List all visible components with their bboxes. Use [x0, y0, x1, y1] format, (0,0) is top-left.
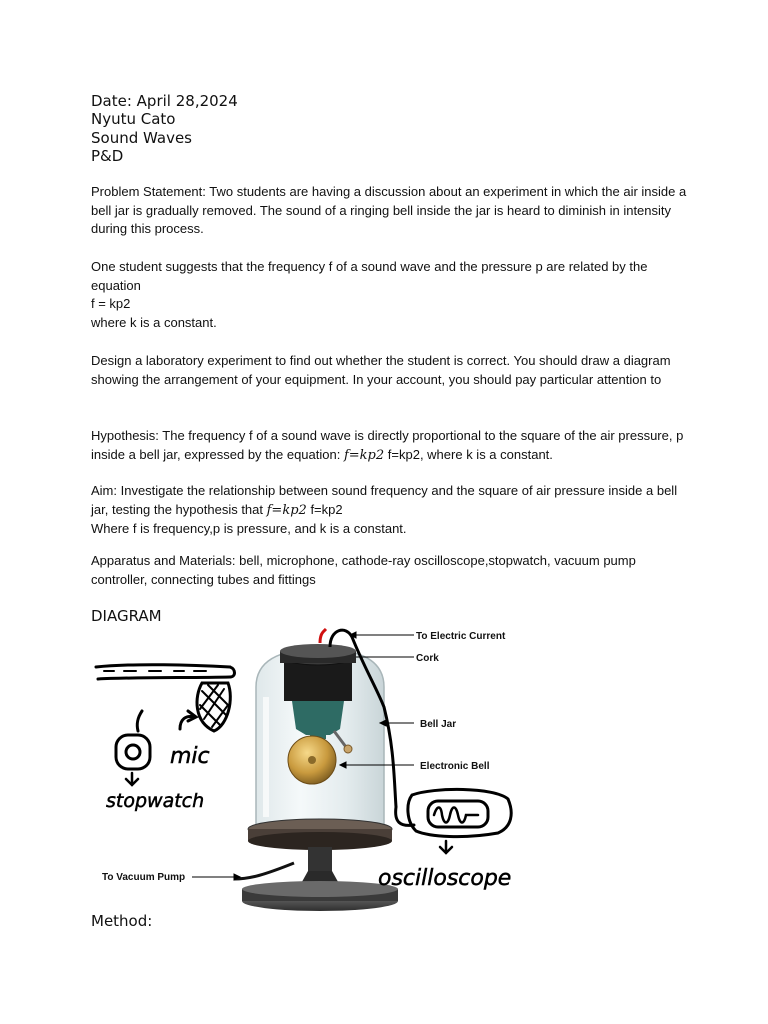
label-bell-jar: Bell Jar [420, 719, 457, 730]
aim-math: 𝑓=𝑘𝑝2 [266, 502, 307, 518]
aim-tail: f=kp2 [310, 501, 343, 517]
type-line: P&D [91, 146, 124, 165]
apparatus: Apparatus and Materials: bell, microphone, cathode-ray oscilloscope,stopwatch, vacuum pump controller, connecting tubes and fittings [91, 553, 636, 587]
aim-text: Aim: Investigate the relationship between sound frequency and the square of air pressure inside a bell jar, testing the hypothesis that [91, 483, 678, 517]
aim [91, 482, 691, 539]
hypothesis [91, 427, 691, 465]
clamp-stand-sketch [96, 665, 235, 731]
bell-jar-illustration [256, 629, 384, 827]
vacuum-plate [242, 819, 398, 911]
hypothesis-text: Hypothesis: The frequency f of a sound wave is directly proportional to the square of the air pressure, p inside a bell jar, expressed by the equation: [91, 428, 684, 462]
method-heading: Method: [91, 912, 153, 930]
label-electric-current: To Electric Current [416, 631, 506, 642]
oscilloscope-sketch [396, 789, 512, 853]
diagram-heading: DIAGRAM [91, 607, 162, 625]
stopwatch-hand-label: stopwatch [106, 790, 205, 812]
label-electronic-bell: Electronic Bell [420, 761, 490, 772]
constant-line: where k is a constant. [91, 315, 217, 331]
design-instructions: Design a laboratory experiment to find out whether the student is correct. You should draw a diagram showing the arrangement of your equipment. In your account, you should pay particular attention to [91, 353, 671, 387]
problem-statement: Problem Statement: Two students are having a discussion about an experiment in which the air inside a bell jar is gradually removed. The sound of a ringing bell inside the jar is heard to diminish in intensity during this process. [91, 184, 687, 237]
suggestion-line: One student suggests that the frequency f of a sound wave and the pressure p are related by the equation [91, 259, 648, 293]
equation-line: f = kp2 [91, 296, 131, 312]
experiment-diagram [94, 627, 534, 912]
aim-definitions: Where f is frequency,p is pressure, and k is a constant. [91, 521, 407, 537]
mic-hand-label: mic [170, 744, 210, 769]
hypothesis-math: 𝑓=𝑘𝑝2 [343, 447, 385, 463]
document-header [91, 92, 238, 165]
student-suggestion [91, 258, 691, 333]
date-line: Date: April 28,2024 [91, 92, 238, 110]
vacuum-tube [234, 863, 294, 879]
hypothesis-tail: f=kp2, where k is a constant. [387, 446, 553, 462]
author-name: Nyutu Cato [91, 110, 176, 129]
oscilloscope-hand-label: oscilloscope [378, 866, 512, 891]
label-vacuum-pump: To Vacuum Pump [102, 872, 186, 883]
subject-line: Sound Waves [91, 128, 192, 147]
label-cork: Cork [416, 653, 439, 664]
